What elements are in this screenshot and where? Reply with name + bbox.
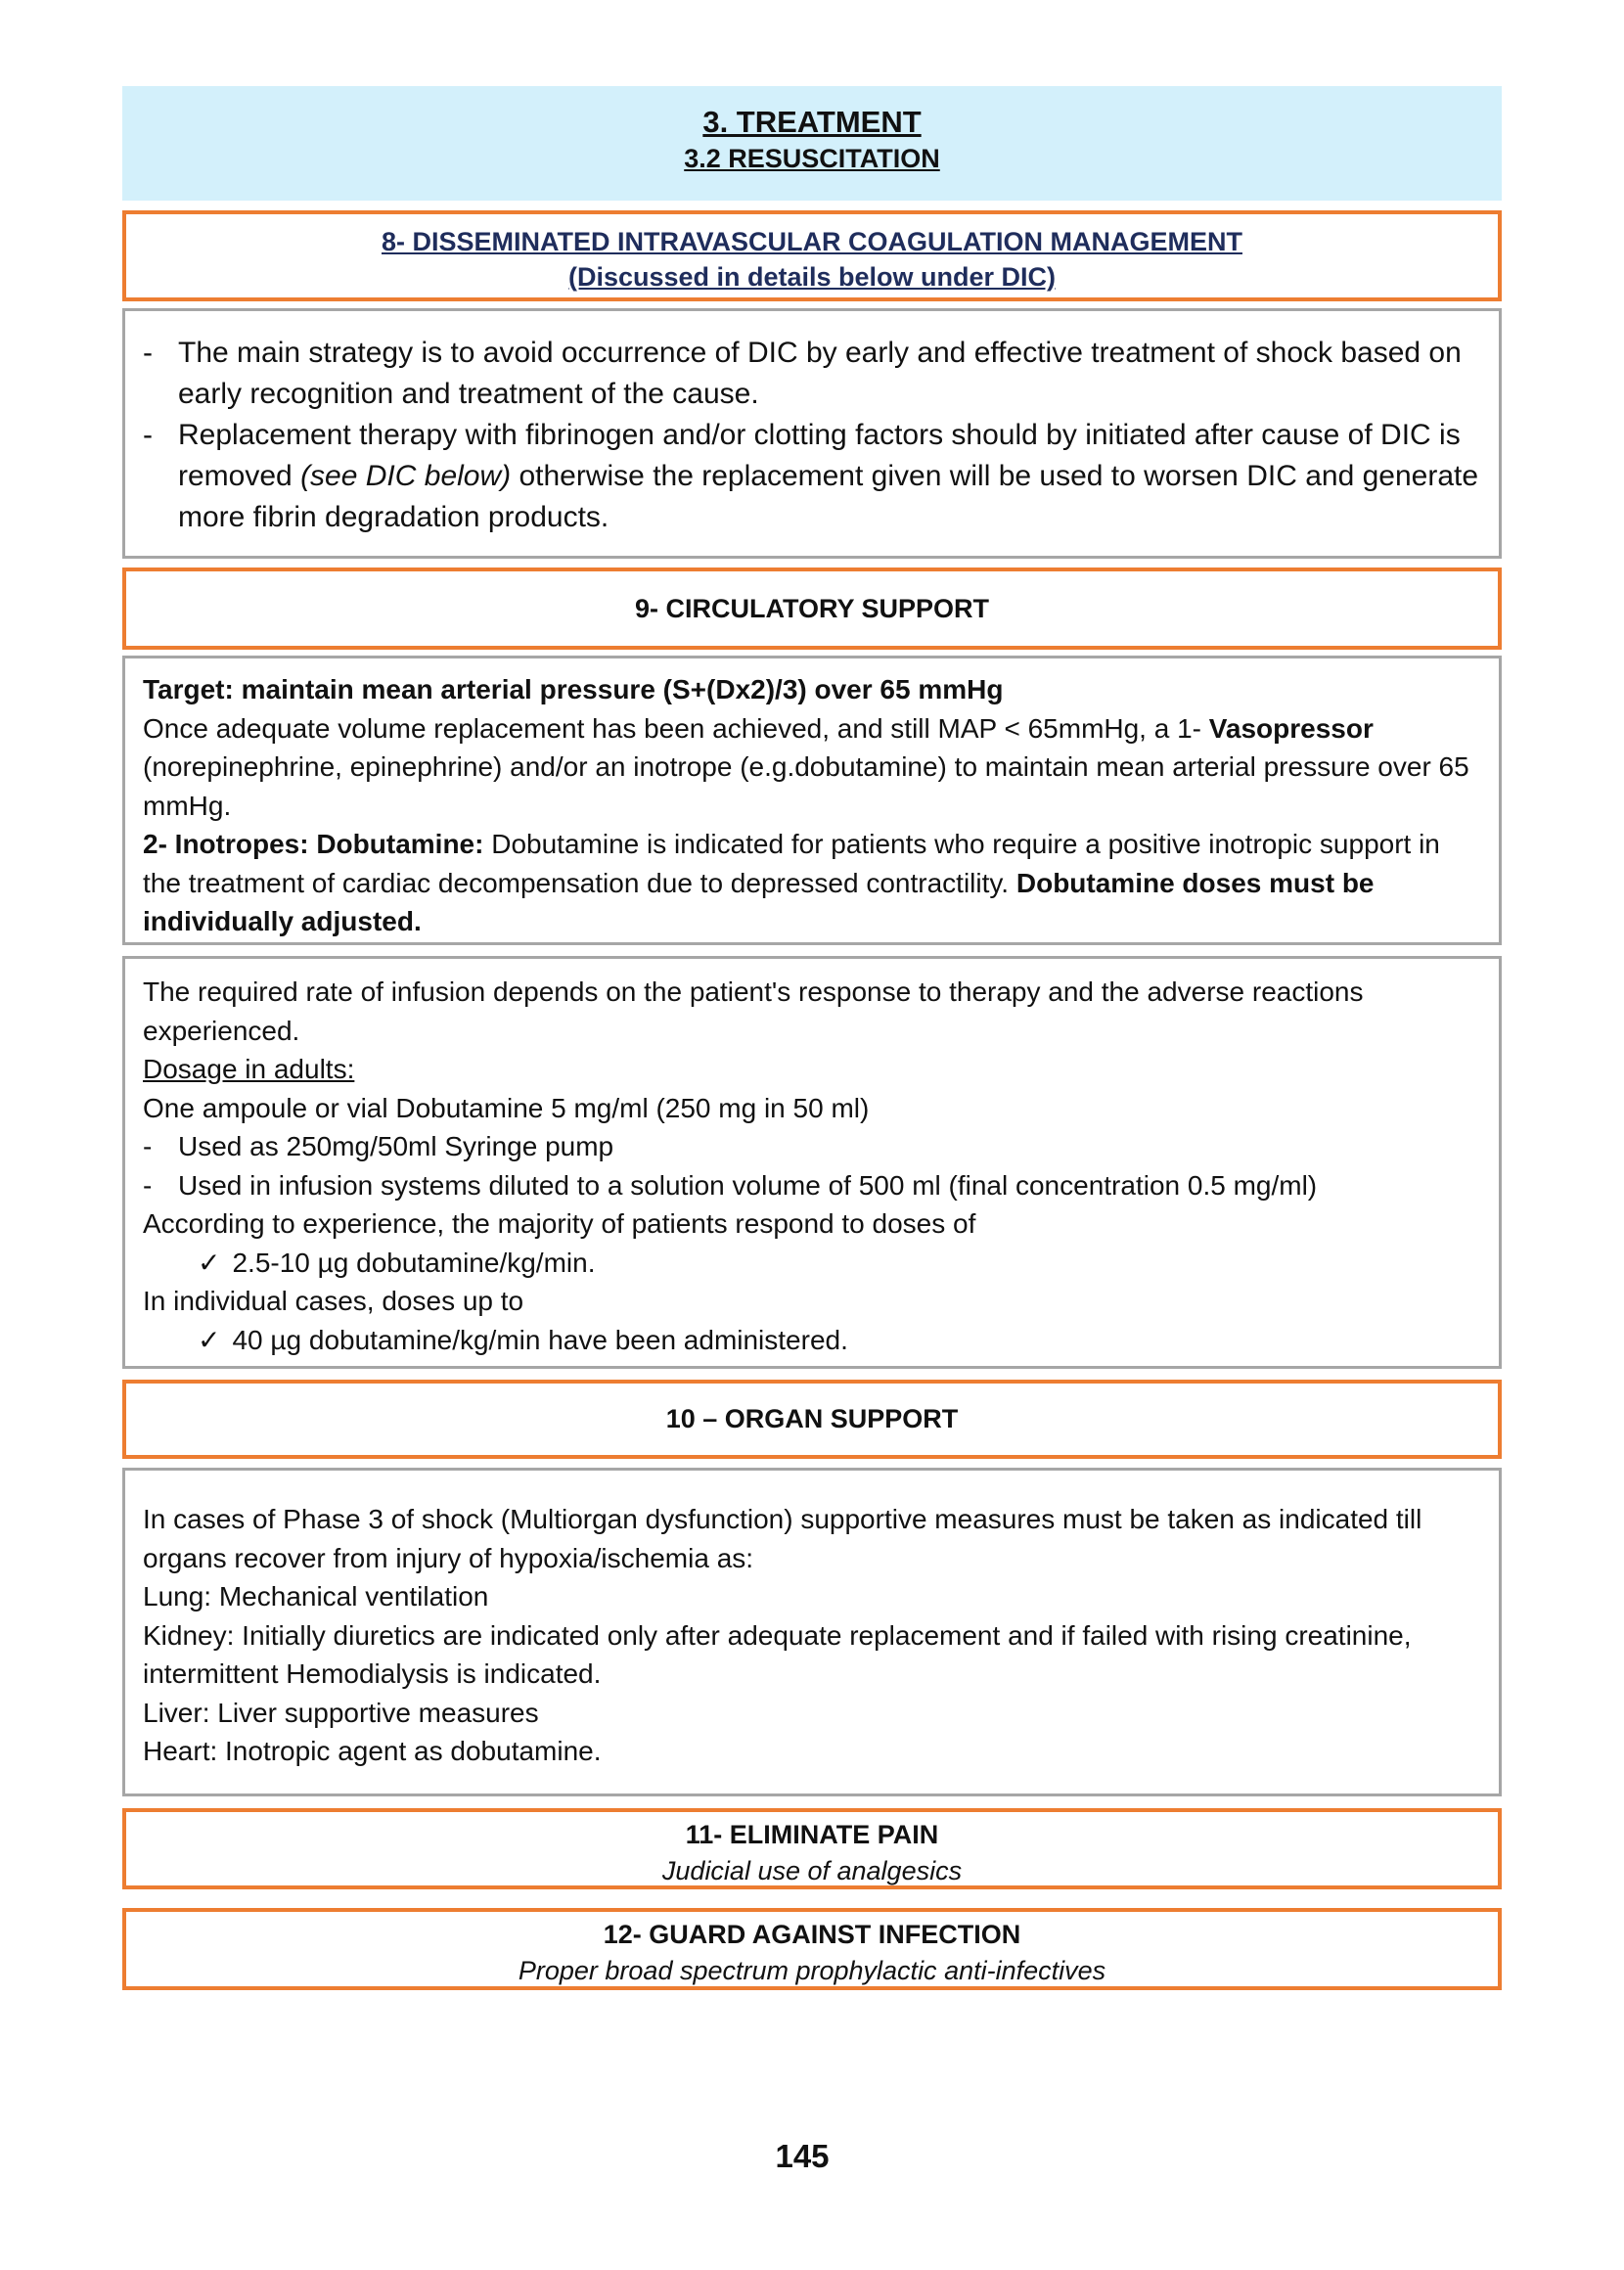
section-11-box [122,1808,1502,1889]
checkmark-icon: ✓ [198,1247,221,1278]
bullet-item: - Used as 250mg/50ml Syringe pump [143,1131,614,1161]
section-12-subtitle: Proper broad spectrum prophylactic anti-infectives [518,1956,1106,1985]
section-12-title: 12- GUARD AGAINST INFECTION [603,1920,1021,1949]
chapter-title: 3. TREATMENT [702,105,922,139]
section-10-title: 10 – ORGAN SUPPORT [665,1404,959,1433]
section-8-title: 8- DISSEMINATED INTRAVASCULAR COAGULATION MANAGEMENT [382,227,1242,256]
bullet-item: - Used in infusion systems diluted to a solution volume of 500 ml (final concentration 0.5 mg/ml) [143,1169,1318,1201]
section-9-header [122,568,1502,650]
target-statement: Target: maintain mean arterial pressure (S+(Dx2)/3) over 65 mmHg [143,674,1004,704]
section-12-box [122,1908,1502,1990]
section-8-subtitle: (Discussed in details below under DIC) [567,262,1057,292]
dosage-box: The required rate of infusion depends on the patient's response to therapy and the adverse reactions experienced. Dosage in adults: One ampoule or vial Dobutamine 5 mg/ml (250 mg in 50 ml) - Used as 250mg/50ml Syringe pump - Used in infusion systems diluted to a solution volume of 500 ml (final concentration 0.5 mg/ml) According to experience, the majority of patients respond to doses of ✓ 2.5-10 µg dobutamine/kg/min. In individual cases, doses up to ✓ 40 µg dobutamine/kg/min have been administered. [122,956,1502,1369]
checkmark-icon: ✓ [198,1324,221,1355]
section-11-subtitle: Judicial use of analgesics [661,1856,963,1885]
page-number: 145 [775,2138,830,2174]
section-9-body: Target: maintain mean arterial pressure (S+(Dx2)/3) over 65 mmHg Once adequate volume replacement has been achieved, and still MAP < 65mmHg, a 1- Vasopressor (norepinephrine, epinephrine) and/or an inotrope (e.g.dobutamine) to maintain mean arterial pressure over 65 mmHg. 2- Inotropes: Dobutamine: Dobutamine is indicated for patients who require a positive inotropic support in the treatment of cardiac decompensation due to depressed contractility. Dobutamine doses must be individually adjusted. [122,656,1502,945]
section-9-title: 9- CIRCULATORY SUPPORT [634,594,990,623]
cross-reference: (see DIC below) [300,460,512,492]
section-8-header [122,210,1502,301]
bullet-item: - Replacement therapy with fibrinogen and/or clotting factors should by initiated after cause of DIC is removed (see DIC below) otherwise the replacement given will be used to worsen DIC and generate more fibrin degradation products. [143,419,1479,533]
bullet-item: - The main strategy is to avoid occurrence of DIC by early and effective treatment of shock based on early recognition and treatment of the cause. [143,337,1462,410]
section-11-title: 11- ELIMINATE PAIN [685,1820,939,1849]
section-subtitle: 3.2 RESUSCITATION [684,144,940,173]
section-10-body: In cases of Phase 3 of shock (Multiorgan dysfunction) supportive measures must be taken as indicated till organs recover from injury of hypoxia/ischemia as: Lung: Mechanical ventilation Kidney: Initially diuretics are indicated only after adequate replacement and if failed with rising creatinine, intermittent Hemodialysis is indicated. Liver: Liver supportive measures Heart: Inotropic agent as dobutamine. [122,1468,1502,1796]
section-10-header [122,1380,1502,1459]
section-header [122,86,1502,201]
section-8-body [122,308,1502,559]
dosage-heading: Dosage in adults: [143,1054,355,1084]
